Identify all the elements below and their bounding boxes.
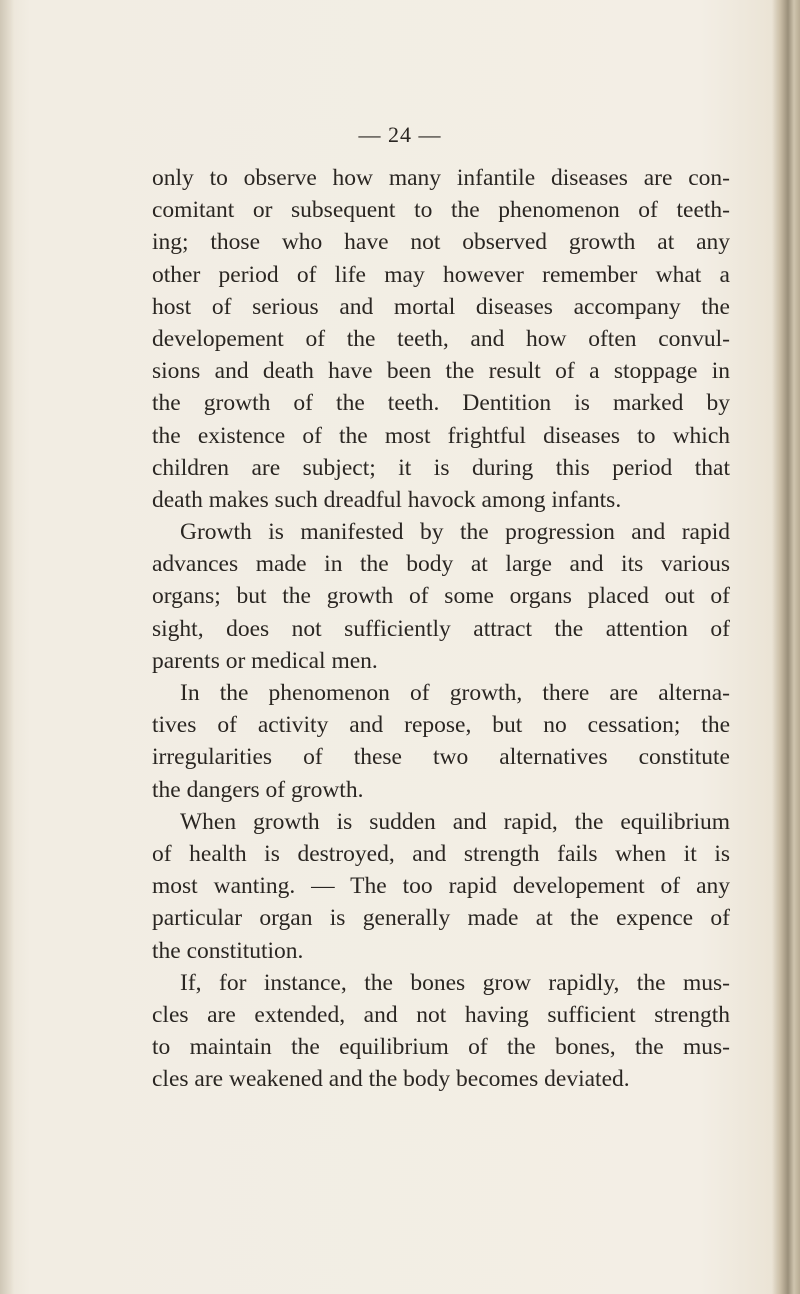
text-line: sions and death have been the result of a stoppage in — [152, 358, 730, 385]
page-number: — 24 — — [358, 122, 442, 147]
text-line: the growth of the teeth. Dentition is marked by — [152, 390, 730, 417]
text-line: parents or medical men. — [152, 647, 378, 674]
text-line: In the phenomenon of growth, there are alterna- — [180, 680, 730, 706]
text-line: of health is destroyed, and strength fails when it is — [152, 840, 730, 867]
text-line: irregularities of these two alternatives constitute — [152, 744, 730, 771]
text-line: tives of activity and repose, but no cessation; the — [152, 712, 730, 739]
text-line: the constitution. — [152, 937, 304, 964]
text-line: other period of life may however remember what a — [152, 261, 730, 288]
text-line: cles are extended, and not having sufficient strength — [152, 1001, 730, 1028]
text-line: If, for instance, the bones grow rapidly, the mus- — [180, 969, 730, 996]
text-line: to maintain the equilibrium of the bones, the mus- — [152, 1034, 730, 1061]
text-line: advances made in the body at large and its various — [152, 551, 730, 578]
body-text — [152, 162, 730, 1095]
text-line: cles are weakened and the body becomes deviated. — [152, 1066, 630, 1093]
text-line: most wanting. — The too rapid developement of any — [152, 873, 730, 900]
text-line: ing; those who have not observed growth at any — [152, 229, 730, 256]
text-line: When growth is sudden and rapid, the equilibrium — [180, 808, 730, 835]
page-left-edge — [0, 0, 14, 1294]
page-right-edge — [772, 0, 800, 1294]
text-line: children are subject; it is during this period that — [152, 454, 730, 481]
text-line: developement of the teeth, and how often convul- — [152, 325, 730, 352]
text-line: the existence of the most frightful diseases to which — [152, 422, 730, 449]
text-line: comitant or subsequent to the phenomenon of teeth- — [152, 197, 730, 224]
text-line: death makes such dreadful havock among infants. — [152, 486, 622, 513]
text-line: particular organ is generally made at the expence of — [152, 905, 730, 932]
text-line: sight, does not sufficiently attract the attention of — [152, 615, 730, 642]
text-line: the dangers of growth. — [152, 776, 364, 803]
text-line: only to observe how many infantile diseases are con- — [152, 165, 730, 191]
text-line: organs; but the growth of some organs placed out of — [152, 583, 730, 610]
text-line: Growth is manifested by the progression and rapid — [180, 519, 730, 546]
text-line: host of serious and mortal diseases accompany the — [152, 293, 730, 320]
